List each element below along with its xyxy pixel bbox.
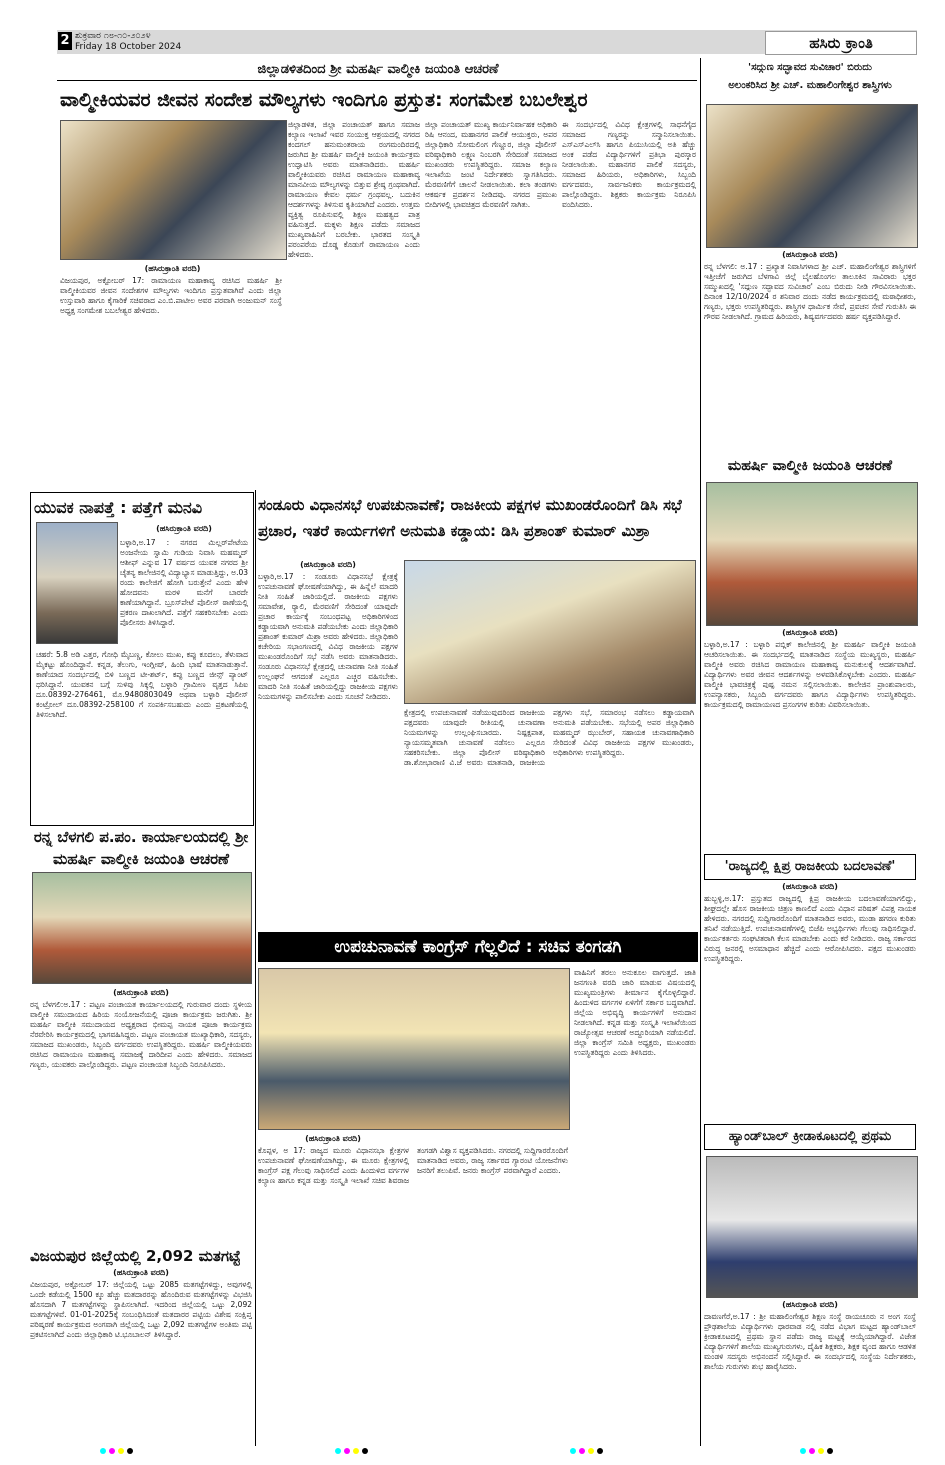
- office-photo: [32, 872, 252, 984]
- handball-body: ದಾವಣಗೆರೆ,ಅ.17 : ಶ್ರೀ ಮಹಾಲಿಂಗೇಶ್ವರ ಶಿಕ್ಷಣ ಸಂಸ್ಥೆ ರಾಯಚೂರು ನ ಅಂಗ ಸಂಸ್ಥೆ ಪ್ರೌಢಶಾಲೆಯ ವಿದ್ಯಾರ್ಥಿಗಳು ಧಾರವಾಡ ನಲ್ಲಿ ನಡೆದ ವಿಭಾಗ ಮಟ್ಟದ ಹ್ಯಾಂಡ್‌ಬಾಲ್ ಕ್ರೀಡಾಕೂಟದಲ್ಲಿ ಪ್ರಥಮ ಸ್ಥಾನ ಪಡೆದು ರಾಜ್ಯ ಮಟ್ಟಕ್ಕೆ ಆಯ್ಕೆಯಾಗಿದ್ದಾರೆ. ವಿಜೇತ ವಿದ್ಯಾರ್ಥಿಗಳಿಗೆ ಶಾಲೆಯ ಮುಖ್ಯಗುರುಗಳು, ದೈಹಿಕ ಶಿಕ್ಷಕರು, ಶಿಕ್ಷಕ ವೃಂದ ಹಾಗೂ ಆಡಳಿತ ಮಂಡಳಿ ಸದಸ್ಯರು ಅಭಿನಂದನೆ ಸಲ್ಲಿಸಿದ್ದಾರೆ. ಈ ಸಂದರ್ಭದಲ್ಲಿ ಸಂಸ್ಥೆಯ ನಿರ್ದೇಶಕರು, ಶಾಲೆಯ ಗುರುಗಳು ಶುಭ ಹಾರೈಸಿದರು.: [704, 1312, 916, 1371]
- votes-byline: (ಹಸಿರುಕ್ರಾಂತಿ ವರದಿ): [113, 1268, 169, 1277]
- lead-col-1: ವಿಜಯಪುರ, ಅಕ್ಟೋಬರ್ 17: ರಾಮಾಯಣ ಮಹಾಕಾವ್ಯ ರಚಿಸಿದ ಮಹರ್ಷಿ ಶ್ರೀ ವಾಲ್ಮೀಕಿಯವರ ಜೀವನ ಸಂದೇಶಗಳ ಮೌಲ್ಯಗಳು ಇಂದಿಗೂ ಪ್ರಸ್ತುತವಾಗಿವೆ ಎಂದು ಜಿಲ್ಲಾ ಉಸ್ತುವಾರಿ ಹಾಗೂ ಕೈಗಾರಿಕೆ ಸಚಿವರಾದ ಎಂ.ಬಿ.ಪಾಟೀಲ ಅವರ ಪರವಾಗಿ ಅಂಜುಮನ್ ಸಂಸ್ಥೆ ಅಧ್ಯಕ್ಷ ಸಂಗಮೇಶ ಬಬಲೇಶ್ವರ ಹೇಳಿದರು.: [60, 276, 282, 315]
- office-body: ರನ್ನ ಬೆಳಗಲಿ:ಅ.17 : ಪಟ್ಟಣ ಪಂಚಾಯತ ಕಾರ್ಯಾಲಯದಲ್ಲಿ ಗುರುವಾರ ದಂದು ಸ್ಥಳೀಯ ವಾಲ್ಮೀಕಿ ಸಮುದಾಯದ ಹಿರಿಯ ಸಂಯೋಜನೆಯಲ್ಲಿ ಪೂಜಾ ಕಾರ್ಯಕ್ರಮ ಜರುಗಿತು. ಶ್ರೀ ಮಹರ್ಷಿ ವಾಲ್ಮೀಕಿ ಸಮುದಾಯದ ಅಧ್ಯಕ್ಷರಾದ ಭೀಮಪ್ಪ ನಾಯಕ ಪೂಜಾ ಕಾರ್ಯಕ್ರಮ ನೆರವೇರಿಸಿ ಕಾರ್ಯಕ್ರಮದಲ್ಲಿ ಭಾಗವಹಿಸಿದ್ದರು. ಪಟ್ಟಣ ಪಂಚಾಯತ ಮುಖ್ಯಾಧಿಕಾರಿ, ಸದಸ್ಯರು, ಸಮಾಜದ ಮುಖಂಡರು, ಸಿಬ್ಬಂದಿ ವರ್ಗದವರು ಉಪಸ್ಥಿತರಿದ್ದರು. ಮಹರ್ಷಿ ವಾಲ್ಮೀಕಿಯವರು ರಚಿಸಿದ ರಾಮಾಯಣ ಮಹಾಕಾವ್ಯ ಸಮಾಜಕ್ಕೆ ದಾರಿದೀಪ ಎಂದು ಹೇಳಿದರು. ಸಮಾಜದ ಗಣ್ಯರು, ಯುವಕರು ಪಾಲ್ಗೊಂಡಿದ್ದರು. ಪಟ್ಟಣ ಪಂಚಾಯತ ಸಿಬ್ಬಂದಿ ನಿರೂಪಿಸಿದರು.: [30, 1000, 252, 1069]
- congress-body-right: ವಾಹಿನಿಗೆ ತರಲು ಅನುಕೂಲ ವಾಗುತ್ತದೆ. ಜಾತಿ ಜನಗಣತಿ ವರದಿ ಜಾರಿ ಮಾಡುವ ವಿಷಯದಲ್ಲಿ ಮುಖ್ಯಮಂತ್ರಿಗಳು ತೀರ್ಮಾನ ಕೈಗೊಳ್ಳಲಿದ್ದಾರೆ. ಹಿಂದುಳಿದ ವರ್ಗಗಳ ಏಳಿಗೆಗೆ ಸರ್ಕಾರ ಬದ್ಧವಾಗಿದೆ. ಜಿಲ್ಲೆಯ ಅಭಿವೃದ್ಧಿ ಕಾರ್ಯಗಳಿಗೆ ಅನುದಾನ ನೀಡಲಾಗಿದೆ. ಕನ್ನಡ ಮತ್ತು ಸಂಸ್ಕೃತಿ ಇಲಾಖೆಯಿಂದ ರಾಜ್ಯೋತ್ಸವ ಆಚರಣೆ ಅದ್ದೂರಿಯಾಗಿ ನಡೆಯಲಿದೆ. ಜಿಲ್ಲಾ ಕಾಂಗ್ರೆಸ್ ಸಮಿತಿ ಅಧ್ಯಕ್ಷರು, ಮುಖಂಡರು ಉಪಸ್ಥಿತರಿದ್ದರು ಎಂದು ತಿಳಿಸಿದರು.: [574, 968, 696, 1057]
- politics-body: ಹುಬ್ಬಳ್ಳಿ,ಅ.17: ಪ್ರಸ್ತುತದ ರಾಜ್ಯದಲ್ಲಿ ಕ್ಷಿಪ್ರ ರಾಜಕೀಯ ಬದಲಾವಣೆಯಾಗಲಿದ್ದು, ಶೀಘ್ರದಲ್ಲೇ ಹೊಸ ರಾಜಕೀಯ ಚಿತ್ರಣ ಕಾಣಲಿದೆ ಎಂದು ವಿಧಾನ ಪರಿಷತ್ ವಿಪಕ್ಷ ನಾಯಕ ಹೇಳಿದರು. ನಗರದಲ್ಲಿ ಸುದ್ದಿಗಾರರೊಂದಿಗೆ ಮಾತನಾಡಿದ ಅವರು, ಮುಡಾ ಹಗರಣ ಕುರಿತು ತನಿಖೆ ನಡೆಯುತ್ತಿದೆ. ಉಪಚುನಾವಣೆಗಳಲ್ಲಿ ಬಿಜೆಪಿ ಅಭ್ಯರ್ಥಿಗಳು ಗೆಲುವು ಸಾಧಿಸಲಿದ್ದಾರೆ. ಕಾರ್ಯಕರ್ತರು ಸಂಘಟಿತರಾಗಿ ಕೆಲಸ ಮಾಡಬೇಕು ಎಂದು ಕರೆ ನೀಡಿದರು. ರಾಜ್ಯ ಸರ್ಕಾರದ ವಿರುದ್ಧ ಜನರಲ್ಲಿ ಅಸಮಾಧಾನ ಹೆಚ್ಚಿದೆ ಎಂದು ಆರೋಪಿಸಿದರು. ಪಕ್ಷದ ಮುಖಂಡರು ಉಪಸ್ಥಿತರಿದ್ದರು.: [704, 894, 916, 963]
- lead-photo: [60, 120, 287, 260]
- dateline: [75, 31, 181, 53]
- congress-byline: (ಹಸಿರುಕ್ರಾಂತಿ ವರದಿ): [305, 1134, 361, 1143]
- missing-headline: ಯುವಕ ನಾಪತ್ತೆ : ಪತ್ತೆಗೆ ಮನವಿ: [34, 498, 203, 517]
- votes-body: ವಿಜಯಪುರ, ಅಕ್ಟೋಬರ್ 17: ಜಿಲ್ಲೆಯಲ್ಲಿ ಒಟ್ಟು 2085 ಮತಗಟ್ಟೆಗಳಿದ್ದು, ಅವುಗಳಲ್ಲಿ ಒಂದೇ ಕಡೆಯಲ್ಲಿ 1500 ಕ್ಕೂ ಹೆಚ್ಚು ಮತದಾರರನ್ನು ಹೊಂದಿರುವ ಮತಗಟ್ಟೆಗಳನ್ನು ವಿಭಜಿಸಿ ಹೊಸದಾಗಿ 7 ಮತಗಟ್ಟೆಗಳನ್ನು ಸ್ಥಾಪಿಸಲಾಗಿದೆ. ಇದರಿಂದ ಜಿಲ್ಲೆಯಲ್ಲಿ ಒಟ್ಟು 2,092 ಮತಗಟ್ಟೆಗಳಿವೆ. 01-01-2025ಕ್ಕೆ ಸಂಬಂಧಿಸಿದಂತೆ ಮತದಾರರ ಪಟ್ಟಿಯ ವಿಶೇಷ ಸಂಕ್ಷಿಪ್ತ ಪರಿಷ್ಕರಣೆ ಕಾರ್ಯಕ್ರಮದ ಅಂಗವಾಗಿ ಜಿಲ್ಲೆಯಲ್ಲಿ ಒಟ್ಟು 2,092 ಮತಗಟ್ಟೆಗಳ ಅಂತಿಮ ಪಟ್ಟಿ ಪ್ರಕಟಿಸಲಾಗಿದೆ ಎಂದು ಜಿಲ್ಲಾಧಿಕಾರಿ ಟಿ.ಭೂಬಾಲನ್ ತಿಳಿಸಿದ್ದಾರೆ.: [30, 1280, 252, 1339]
- divider: [57, 80, 697, 81]
- lead-byline: (ಹಸಿರುಕ್ರಾಂತಿ ವರದಿ): [144, 264, 201, 273]
- congress-photo: [258, 968, 570, 1130]
- lead-col-2: ಜಿಲ್ಲಾಡಳಿತ, ಜಿಲ್ಲಾ ಪಂಚಾಯತ್ ಹಾಗೂ ಸಮಾಜ ಕಲ್ಯಾಣ ಇಲಾಖೆ ಇವರ ಸಂಯುಕ್ತ ಆಶ್ರಯದಲ್ಲಿ ನಗರದ ಕಂದಗಲ್ ಹನುಮಂತರಾಯ ರಂಗಮಂದಿರದಲ್ಲಿ ಜರುಗಿದ ಶ್ರೀ ಮಹರ್ಷಿ ವಾಲ್ಮೀಕಿ ಜಯಂತಿ ಕಾರ್ಯಕ್ರಮ ಉದ್ಘಾಟಿಸಿ ಅವರು ಮಾತನಾಡಿದರು. ಮಹರ್ಷಿ ವಾಲ್ಮೀಕಿಯವರು ರಚಿಸಿದ ರಾಮಾಯಣ ಮಹಾಕಾವ್ಯ ಮಾನವೀಯ ಮೌಲ್ಯಗಳನ್ನು ಬಿತ್ತುವ ಶ್ರೇಷ್ಠ ಗ್ರಂಥವಾಗಿದೆ. ರಾಮಾಯಣ ಕೇವಲ ಧರ್ಮ ಗ್ರಂಥವಲ್ಲ. ಬದುಕಿನ ಆದರ್ಶಗಳನ್ನು ತಿಳಿಸುವ ಕೃತಿಯಾಗಿದೆ ಎಂದರು. ಉತ್ತಮ ವ್ಯಕ್ತಿತ್ವ ರೂಪಿಸುವಲ್ಲಿ ಶಿಕ್ಷಣ ಮಹತ್ವದ ಪಾತ್ರ ವಹಿಸುತ್ತದೆ. ಮಕ್ಕಳು ಶಿಕ್ಷಣ ಪಡೆದು ಸಮಾಜದ ಮುಖ್ಯವಾಹಿನಿಗೆ ಬರಬೇಕು. ಭಾರತದ ಸಂಸ್ಕೃತಿ ಪರಂಪರೆಯ ದೊಡ್ಡ ಕೊಡುಗೆ ರಾಮಾಯಣ ಎಂದು ಹೇಳಿದರು.: [288, 120, 420, 259]
- honor-headline: ಅಲಂಕರಿಸಿದ ಶ್ರೀ ಎಚ್. ಮಹಾಲಿಂಗೇಶ್ವರ ಶಾಸ್ತ್ರಿಗಳು: [728, 80, 892, 91]
- date-kannada: ಶುಕ್ರವಾರ ೧೮-೧೦-೨೦೨೪: [75, 31, 151, 41]
- handball-headline: ಹ್ಯಾಂಡ್‌ಬಾಲ್ ಕ್ರೀಡಾಕೂಟದಲ್ಲಿ ಪ್ರಥಮ: [704, 1124, 916, 1150]
- jayanti-body: ಬಳ್ಳಾರಿ,ಅ.17 : ಬಳ್ಳಾರಿ ಪಬ್ಲಿಕ್ ಕಾಲೇಜಿನಲ್ಲಿ ಶ್ರೀ ಮಹರ್ಷಿ ವಾಲ್ಮೀಕಿ ಜಯಂತಿ ಆಚರಿಸಲಾಯಿತು. ಈ ಸಂದರ್ಭದಲ್ಲಿ ಮಾತನಾಡಿದ ಸಂಸ್ಥೆಯ ಮುಖ್ಯಸ್ಥರು, ಮಹರ್ಷಿ ವಾಲ್ಮೀಕಿ ಅವರು ರಚಿಸಿದ ರಾಮಾಯಣ ಮಹಾಕಾವ್ಯ ಮನುಕುಲಕ್ಕೆ ಆದರ್ಶವಾಗಿದೆ. ವಿದ್ಯಾರ್ಥಿಗಳು ಅವರ ಜೀವನ ಆದರ್ಶಗಳನ್ನು ಅಳವಡಿಸಿಕೊಳ್ಳಬೇಕು ಎಂದರು. ಮಹರ್ಷಿ ವಾಲ್ಮೀಕಿ ಭಾವಚಿತ್ರಕ್ಕೆ ಪುಷ್ಪ ನಮನ ಸಲ್ಲಿಸಲಾಯಿತು. ಕಾಲೇಜಿನ ಪ್ರಾಂಶುಪಾಲರು, ಉಪನ್ಯಾಸಕರು, ಸಿಬ್ಬಂದಿ ವರ್ಗದವರು ಹಾಗೂ ವಿದ್ಯಾರ್ಥಿಗಳು ಉಪಸ್ಥಿತರಿದ್ದರು. ಕಾರ್ಯಕ್ರಮದಲ್ಲಿ ರಾಮಾಯಣದ ಪ್ರಸಂಗಗಳ ಕುರಿತು ವಿವರಿಸಲಾಯಿತು.: [704, 640, 916, 709]
- lead-headline: ವಾಲ್ಮೀಕಿಯವರ ಜೀವನ ಸಂದೇಶ ಮೌಲ್ಯಗಳು ಇಂದಿಗೂ ಪ್ರಸ್ತುತ: ಸಂಗಮೇಶ ಬಬಲೇಶ್ವರ: [60, 89, 588, 111]
- congress-headline: ಉಪಚುನಾವಣೆ ಕಾಂಗ್ರೆಸ್ ಗೆಲ್ಲಲಿದೆ : ಸಚಿವ ತಂಗಡಗಿ: [258, 932, 698, 962]
- votes-headline: ವಿಜಯಪುರ ಜಿಲ್ಲೆಯಲ್ಲಿ 2,092 ಮತಗಟ್ಟೆ: [30, 1247, 241, 1265]
- column-rule: [700, 58, 701, 1446]
- registration-marks: [800, 1448, 833, 1454]
- sandur-headline: ಸಂಡೂರು ವಿಧಾನಸಭೆ ಉಪಚುನಾವಣೆ; ರಾಜಕೀಯ ಪಕ್ಷಗಳ ಮುಖಂಡರೊಂದಿಗೆ ಡಿಸಿ ಸಭೆ ಪ್ರಚಾರ, ಇತರೆ ಕಾರ್ಯಗಳಿಗೆ ಅನುಮತಿ ಕಡ್ಡಾಯ: ಡಿಸಿ ಪ್ರಶಾಂತ್ ಕುಮಾರ್ ಮಿಶ್ರಾ: [258, 496, 682, 540]
- honor-photo: [706, 104, 918, 248]
- sandur-photo: [404, 560, 696, 704]
- date-english: Friday 18 October 2024: [75, 42, 182, 52]
- registration-marks: [335, 1448, 368, 1454]
- lead-col-4: ಈ ಸಂದರ್ಭದಲ್ಲಿ ವಿವಿಧ ಕ್ಷೇತ್ರಗಳಲ್ಲಿ ಸಾಧನೆಗೈದ ಸಮಾಜದ ಗಣ್ಯರನ್ನು ಸನ್ಮಾನಿಸಲಾಯಿತು. ಎಸ್‌ಎಸ್‌ಎಲ್‌ಸಿ ಹಾಗೂ ಪಿಯುಸಿಯಲ್ಲಿ ಅತಿ ಹೆಚ್ಚು ಅಂಕ ಪಡೆದ ವಿದ್ಯಾರ್ಥಿಗಳಿಗೆ ಪ್ರತಿಭಾ ಪುರಸ್ಕಾರ ನೀಡಲಾಯಿತು. ಮಹಾನಗರ ಪಾಲಿಕೆ ಸದಸ್ಯರು, ಸಮಾಜದ ಹಿರಿಯರು, ಅಧಿಕಾರಿಗಳು, ಸಿಬ್ಬಂದಿ ವರ್ಗದವರು, ಸಾರ್ವಜನಿಕರು ಕಾರ್ಯಕ್ರಮದಲ್ಲಿ ಪಾಲ್ಗೊಂಡಿದ್ದರು. ಶಿಕ್ಷಕರು ಕಾರ್ಯಕ್ರಮ ನಿರೂಪಿಸಿ ವಂದಿಸಿದರು.: [562, 120, 696, 209]
- sandur-body-right: ಕ್ಷೇತ್ರದಲ್ಲಿ ಉಪಚುನಾವಣೆ ನಡೆಯುವುದರಿಂದ ರಾಜಕೀಯ ಪಕ್ಷದವರು ಯಾವುದೇ ರೀತಿಯಲ್ಲಿ ಚುನಾವಣಾ ನಿಯಮಗಳನ್ನು ಉಲ್ಲಂಘಿಸಬಾರದು. ನಿಷ್ಪಕ್ಷಪಾತ, ನ್ಯಾಯಸಮ್ಮತವಾಗಿ ಚುನಾವಣೆ ನಡೆಸಲು ಎಲ್ಲರೂ ಸಹಕರಿಸಬೇಕು. ಜಿಲ್ಲಾ ಪೊಲೀಸ್ ವರಿಷ್ಠಾಧಿಕಾರಿ ಡಾ.ಶೋಭಾರಾಣಿ ವಿ.ಜೆ ಅವರು ಮಾತನಾಡಿ, ರಾಜಕೀಯ ಪಕ್ಷಗಳು ಸಭೆ, ಸಮಾರಂಭ ನಡೆಸಲು ಕಡ್ಡಾಯವಾಗಿ ಅನುಮತಿ ಪಡೆಯಬೇಕು. ಸಭೆಯಲ್ಲಿ ಅಪರ ಜಿಲ್ಲಾಧಿಕಾರಿ ಮಹಮ್ಮದ್ ಝುಬೇರ್, ಸಹಾಯಕ ಚುನಾವಣಾಧಿಕಾರಿ ಸೇರಿದಂತೆ ವಿವಿಧ ರಾಜಕೀಯ ಪಕ್ಷಗಳ ಮುಖಂಡರು, ಅಧಿಕಾರಿಗಳು ಉಪಸ್ಥಿತರಿದ್ದರು.: [404, 708, 694, 767]
- lead-kicker: ಜಿಲ್ಲಾಡಳಿತದಿಂದ ಶ್ರೀ ಮಹರ್ಷಿ ವಾಲ್ಮೀಕಿ ಜಯಂತಿ ಆಚರಣೆ: [257, 62, 499, 77]
- honor-body: ರನ್ನ ಬೆಳಗಲಿ: ಅ.17 : ಪ್ರಖ್ಯಾತ ನಿವಾಸಿಗಳಾದ ಶ್ರೀ ಎಚ್. ಮಹಾಲಿಂಗೇಶ್ವರ ಶಾಸ್ತ್ರಿಗಳಿಗೆ ಇತ್ತೀಚೆಗೆ ಜರುಗಿದ ಬೆಳಗಾವಿ ಜಿಲ್ಲೆ ಬೈಲಹೊಂಗಲ ತಾಲೂಕಿನ ಸಾವಿರಾರು ಭಕ್ತರ ಸಮ್ಮುಖದಲ್ಲಿ 'ಸದ್ಗುಣ ಸದ್ಭಾವದ ಸುವಿಚಾರ' ಎಂಬ ಬಿರುದು ನೀಡಿ ಗೌರವಿಸಲಾಯಿತು. ದಿನಾಂಕ 12/10/2024 ರ ಶನಿವಾರ ದಂದು ನಡೆದ ಕಾರ್ಯಕ್ರಮದಲ್ಲಿ ಮಠಾಧೀಶರು, ಗಣ್ಯರು, ಭಕ್ತರು ಉಪಸ್ಥಿತರಿದ್ದರು. ಶಾಸ್ತ್ರಿಗಳ ಧಾರ್ಮಿಕ ಸೇವೆ, ಪ್ರವಚನ ಸೇವೆ ಗುರುತಿಸಿ ಈ ಗೌರವ ನೀಡಲಾಗಿದೆ. ಗ್ರಾಮದ ಹಿರಿಯರು, ಶಿಷ್ಯವರ್ಗದವರು ಹರ್ಷ ವ್ಯಕ್ತಪಡಿಸಿದ್ದಾರೆ.: [704, 262, 916, 321]
- missing-byline: (ಹಸಿರುಕ್ರಾಂತಿ ವರದಿ): [156, 524, 212, 533]
- masthead: ಹಸಿರು ಕ್ರಾಂತಿ: [765, 31, 917, 55]
- page-number: 2: [58, 32, 72, 50]
- office-headline: ರನ್ನ ಬೆಳಗಲಿ ಪ.ಪಂ. ಕಾರ್ಯಾಲಯದಲ್ಲಿ ಶ್ರೀ ಮಹರ್ಷಿ ವಾಲ್ಮೀಕಿ ಜಯಂತಿ ಆಚರಣೆ: [33, 828, 249, 868]
- registration-marks: [570, 1448, 603, 1454]
- honor-kicker: 'ಸದ್ಗುಣ ಸದ್ಭಾವದ ಸುವಿಚಾರ' ಬಿರುದು: [748, 62, 872, 73]
- registration-marks: [100, 1448, 133, 1454]
- congress-body-mid: ಕೊಪ್ಪಳ, ಅ 17: ರಾಜ್ಯದ ಮೂರು ವಿಧಾನಸಭಾ ಕ್ಷೇತ್ರಗಳ ಉಪಚುನಾವಣೆ ಘೋಷಣೆಯಾಗಿದ್ದು, ಈ ಮೂರು ಕ್ಷೇತ್ರಗಳಲ್ಲಿ ಕಾಂಗ್ರೆಸ್ ಪಕ್ಷ ಗೆಲುವು ಸಾಧಿಸಲಿದೆ ಎಂದು ಹಿಂದುಳಿದ ವರ್ಗಗಳ ಕಲ್ಯಾಣ ಹಾಗೂ ಕನ್ನಡ ಮತ್ತು ಸಂಸ್ಕೃತಿ ಇಲಾಖೆ ಸಚಿವ ಶಿವರಾಜ ತಂಗಡಗಿ ವಿಶ್ವಾಸ ವ್ಯಕ್ತಪಡಿಸಿದರು. ನಗರದಲ್ಲಿ ಸುದ್ದಿಗಾರರೊಂದಿಗೆ ಮಾತನಾಡಿದ ಅವರು, ರಾಜ್ಯ ಸರ್ಕಾರದ ಗ್ಯಾರಂಟಿ ಯೋಜನೆಗಳು ಜನರಿಗೆ ತಲುಪಿವೆ. ಜನರು ಕಾಂಗ್ರೆಸ್ ಪರವಾಗಿದ್ದಾರೆ ಎಂದರು.: [258, 1146, 568, 1185]
- sandur-body-left: ಬಳ್ಳಾರಿ,ಅ.17 : ಸಂಡೂರು ವಿಧಾನಸಭೆ ಕ್ಷೇತ್ರಕ್ಕೆ ಉಪಚುನಾವಣೆ ಘೋಷಣೆಯಾಗಿದ್ದು, ಈ ಹಿನ್ನೆಲೆ ಮಾದರಿ ನೀತಿ ಸಂಹಿತೆ ಜಾರಿಯಲ್ಲಿದೆ. ರಾಜಕೀಯ ಪಕ್ಷಗಳು ಸಮಾವೇಶ, ರ‍್ಯಾಲಿ, ಮೆರವಣಿಗೆ ಸೇರಿದಂತೆ ಯಾವುದೇ ಪ್ರಚಾರ ಕಾರ್ಯಕ್ಕೆ ಸಂಬಂಧಪಟ್ಟ ಅಧಿಕಾರಿಗಳಿಂದ ಕಡ್ಡಾಯವಾಗಿ ಅನುಮತಿ ಪಡೆಯಬೇಕು ಎಂದು ಜಿಲ್ಲಾಧಿಕಾರಿ ಪ್ರಶಾಂತ್ ಕುಮಾರ್ ಮಿಶ್ರಾ ಅವರು ಹೇಳಿದರು. ಜಿಲ್ಲಾಧಿಕಾರಿ ಕಚೇರಿಯ ಸಭಾಂಗಣದಲ್ಲಿ ವಿವಿಧ ರಾಜಕೀಯ ಪಕ್ಷಗಳ ಮುಖಂಡರೊಂದಿಗೆ ಸಭೆ ನಡೆಸಿ ಅವರು ಮಾತನಾಡಿದರು. ಸಂಡೂರು ವಿಧಾನಸಭೆ ಕ್ಷೇತ್ರದಲ್ಲಿ ಚುನಾವಣಾ ನೀತಿ ಸಂಹಿತೆ ಉಲ್ಲಂಘನೆ ಆಗದಂತೆ ಎಲ್ಲರೂ ಎಚ್ಚರ ವಹಿಸಬೇಕು. ಮಾದರಿ ನೀತಿ ಸಂಹಿತೆ ಜಾರಿಯಲ್ಲಿದ್ದು ರಾಜಕೀಯ ಪಕ್ಷಗಳು ನಿಯಮಗಳನ್ನು ಪಾಲಿಸಬೇಕು ಎಂದು ಸೂಚನೆ ನೀಡಿದರು.: [258, 572, 398, 701]
- honor-byline: (ಹಸಿರುಕ್ರಾಂತಿ ವರದಿ): [782, 250, 838, 259]
- politics-headline: 'ರಾಜ್ಯದಲ್ಲಿ ಕ್ಷಿಪ್ರ ರಾಜಕೀಯ ಬದಲಾವಣೆ': [704, 854, 916, 880]
- politics-byline: (ಹಸಿರುಕ್ರಾಂತಿ ವರದಿ): [782, 882, 838, 891]
- handball-byline: (ಹಸಿರುಕ್ರಾಂತಿ ವರದಿ): [782, 1300, 838, 1309]
- missing-body-bottom: ಚಹರೆ: 5.8 ಅಡಿ ಎತ್ತರ, ಗೋಧಿ ಮೈಬಣ್ಣ, ಕೋಲು ಮುಖ, ಕಪ್ಪು ಕೂದಲು, ತೆಳುವಾದ ಮೈಕಟ್ಟು ಹೊಂದಿದ್ದಾನೆ. ಕನ್ನಡ, ತೆಲುಗು, ಇಂಗ್ಲೀಷ್, ಹಿಂದಿ ಭಾಷೆ ಮಾತನಾಡುತ್ತಾನೆ. ಕಾಣೆಯಾದ ಸಂದರ್ಭದಲ್ಲಿ ಬಿಳಿ ಬಣ್ಣದ ಟೀ-ಶರ್ಟ್, ಕಪ್ಪು ಬಣ್ಣದ ಜೀನ್ಸ್ ಪ್ಯಾಂಟ್ ಧರಿಸಿದ್ದಾನೆ. ಯುವಕನ ಬಗ್ಗೆ ಸುಳಿವು ಸಿಕ್ಕಲ್ಲಿ ಬಳ್ಳಾರಿ ಗ್ರಾಮೀಣ ವೃತ್ತದ ಸಿಪಿಐ ದೂ.08392-276461, ಮೊ.9480803049 ಅಥವಾ ಬಳ್ಳಾರಿ ಪೊಲೀಸ್ ಕಂಟ್ರೋಲ್ ದೂ.08392-258100 ಗೆ ಸಂಪರ್ಕಿಸಬಹುದು ಎಂದು ಪ್ರಕಟಣೆಯಲ್ಲಿ ತಿಳಿಸಲಾಗಿದೆ.: [36, 650, 248, 719]
- missing-body-top: ಬಳ್ಳಾರಿ,ಅ.17 : ನಗರದ ಮಿಲ್ಲರ್‌ಪೇಟೆಯ ಅಂಜನೇಯ ಸ್ವಾಮಿ ಗುಡಿಯ ನಿವಾಸಿ ಮಹಮ್ಮದ್ ಆಶೀಫ್ ಎನ್ನುವ 17 ವರ್ಷದ ಯುವಕ ನಗರದ ಶ್ರೀ ಚೈತನ್ಯ ಕಾಲೇಜಿನಲ್ಲಿ ವಿದ್ಯಾಭ್ಯಾಸ ಮಾಡುತ್ತಿದ್ದು, ಅ.03 ರಂದು ಕಾಲೇಜಿಗೆ ಹೋಗಿ ಬರುತ್ತೇನೆ ಎಂದು ಹೇಳಿ ಹೋದವನು ಮರಳಿ ಮನೆಗೆ ಬಾರದೇ ಕಾಣೆಯಾಗಿದ್ದಾನೆ. ಬ್ರೂಸ್‌ಪೇಟೆ ಪೊಲೀಸ್ ಠಾಣೆಯಲ್ಲಿ ಪ್ರಕರಣ ದಾಖಲಾಗಿದೆ. ಪತ್ತೆಗೆ ಸಹಕರಿಸಬೇಕು ಎಂದು ಪೊಲೀಸರು ತಿಳಿಸಿದ್ದಾರೆ.: [120, 538, 248, 627]
- sandur-byline: (ಹಸಿರುಕ್ರಾಂತಿ ವರದಿ): [300, 560, 356, 569]
- office-byline: (ಹಸಿರುಕ್ರಾಂತಿ ವರದಿ): [113, 988, 169, 997]
- jayanti-photo: [706, 482, 918, 626]
- missing-photo: [36, 522, 118, 644]
- column-rule: [255, 490, 256, 1446]
- jayanti-byline: (ಹಸಿರುಕ್ರಾಂತಿ ವರದಿ): [782, 628, 838, 637]
- jayanti-headline: ಮಹರ್ಷಿ ವಾಲ್ಮೀಕಿ ಜಯಂತಿ ಆಚರಣೆ: [727, 458, 893, 474]
- lead-col-3: ಜಿಲ್ಲಾ ಪಂಚಾಯತ್ ಮುಖ್ಯ ಕಾರ್ಯನಿರ್ವಾಹಕ ಅಧಿಕಾರಿ ರಿಷಿ ಆನಂದ, ಮಹಾನಗರ ಪಾಲಿಕೆ ಆಯುಕ್ತರು, ಅಪರ ಜಿಲ್ಲಾಧಿಕಾರಿ ಸೋಮಲಿಂಗ ಗೆಣ್ಣೂರ, ಜಿಲ್ಲಾ ಪೊಲೀಸ್ ವರಿಷ್ಠಾಧಿಕಾರಿ ಲಕ್ಷ್ಮಣ ನಿಂಬರಗಿ ಸೇರಿದಂತೆ ಸಮಾಜದ ಮುಖಂಡರು ಉಪಸ್ಥಿತರಿದ್ದರು. ಸಮಾಜ ಕಲ್ಯಾಣ ಇಲಾಖೆಯ ಜಂಟಿ ನಿರ್ದೇಶಕರು ಸ್ವಾಗತಿಸಿದರು. ಮೆರವಣಿಗೆಗೆ ಚಾಲನೆ ನೀಡಲಾಯಿತು. ಕಲಾ ತಂಡಗಳು ಆಕರ್ಷಕ ಪ್ರದರ್ಶನ ನೀಡಿದವು. ನಗರದ ಪ್ರಮುಖ ಬೀದಿಗಳಲ್ಲಿ ಭಾವಚಿತ್ರದ ಮೆರವಣಿಗೆ ಸಾಗಿತು.: [425, 120, 557, 209]
- handball-photo: [706, 1156, 918, 1298]
